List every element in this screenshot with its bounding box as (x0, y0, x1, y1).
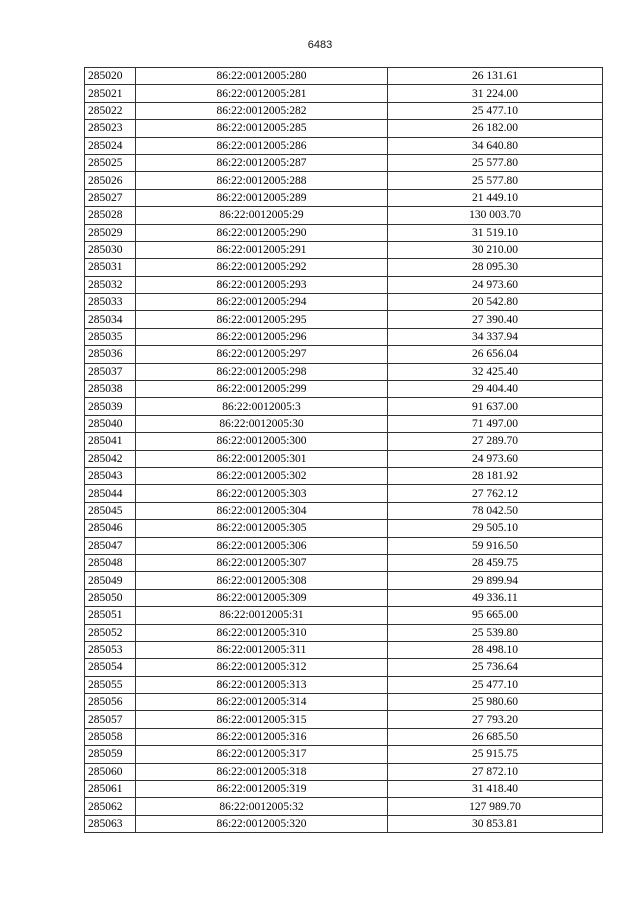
cadastral-value-cell: 28 181.92 (388, 467, 603, 484)
cadastral-value-cell: 30 853.81 (388, 815, 603, 832)
cadastral-number-cell: 86:22:0012005:281 (136, 85, 388, 102)
row-number-cell: 285025 (85, 154, 136, 171)
cadastral-number-cell: 86:22:0012005:317 (136, 746, 388, 763)
cadastral-number-cell: 86:22:0012005:311 (136, 641, 388, 658)
cadastral-number-cell: 86:22:0012005:303 (136, 485, 388, 502)
row-number-cell: 285035 (85, 328, 136, 345)
table-row (85, 450, 603, 467)
cadastral-number-cell: 86:22:0012005:290 (136, 224, 388, 241)
table-row (85, 763, 603, 780)
row-number-cell: 285033 (85, 294, 136, 311)
table-row (85, 694, 603, 711)
table-row (85, 589, 603, 606)
cadastral-number-cell: 86:22:0012005:295 (136, 311, 388, 328)
row-number-cell: 285055 (85, 676, 136, 693)
cadastral-value-cell: 25 915.75 (388, 746, 603, 763)
cadastral-value-cell: 26 131.61 (388, 68, 603, 85)
cadastral-value-table (84, 67, 603, 833)
cadastral-number-cell: 86:22:0012005:3 (136, 398, 388, 415)
cadastral-number-cell: 86:22:0012005:316 (136, 728, 388, 745)
row-number-cell: 285059 (85, 746, 136, 763)
cadastral-value-cell: 29 899.94 (388, 572, 603, 589)
cadastral-number-cell: 86:22:0012005:299 (136, 381, 388, 398)
row-number-cell: 285038 (85, 381, 136, 398)
cadastral-value-cell: 127 989.70 (388, 798, 603, 815)
row-number-cell: 285020 (85, 68, 136, 85)
cadastral-value-cell: 34 337.94 (388, 328, 603, 345)
table-row (85, 537, 603, 554)
row-number-cell: 285047 (85, 537, 136, 554)
table-body (85, 68, 603, 833)
cadastral-number-cell: 86:22:0012005:286 (136, 137, 388, 154)
row-number-cell: 285054 (85, 659, 136, 676)
cadastral-number-cell: 86:22:0012005:298 (136, 363, 388, 380)
cadastral-number-cell: 86:22:0012005:29 (136, 207, 388, 224)
cadastral-value-cell: 28 459.75 (388, 554, 603, 571)
cadastral-number-cell: 86:22:0012005:310 (136, 624, 388, 641)
row-number-cell: 285058 (85, 728, 136, 745)
row-number-cell: 285057 (85, 711, 136, 728)
table-row (85, 728, 603, 745)
row-number-cell: 285053 (85, 641, 136, 658)
table-row (85, 224, 603, 241)
cadastral-value-cell: 25 577.80 (388, 172, 603, 189)
row-number-cell: 285060 (85, 763, 136, 780)
cadastral-value-cell: 31 519.10 (388, 224, 603, 241)
cadastral-number-cell: 86:22:0012005:288 (136, 172, 388, 189)
cadastral-number-cell: 86:22:0012005:315 (136, 711, 388, 728)
cadastral-value-cell: 27 289.70 (388, 433, 603, 450)
row-number-cell: 285042 (85, 450, 136, 467)
cadastral-value-cell: 130 003.70 (388, 207, 603, 224)
table-row (85, 120, 603, 137)
row-number-cell: 285021 (85, 85, 136, 102)
table-row (85, 676, 603, 693)
row-number-cell: 285046 (85, 520, 136, 537)
row-number-cell: 285036 (85, 346, 136, 363)
row-number-cell: 285039 (85, 398, 136, 415)
cadastral-number-cell: 86:22:0012005:302 (136, 467, 388, 484)
row-number-cell: 285051 (85, 607, 136, 624)
table-row (85, 328, 603, 345)
cadastral-value-cell: 78 042.50 (388, 502, 603, 519)
cadastral-number-cell: 86:22:0012005:304 (136, 502, 388, 519)
cadastral-value-cell: 25 477.10 (388, 676, 603, 693)
row-number-cell: 285040 (85, 415, 136, 432)
cadastral-number-cell: 86:22:0012005:314 (136, 694, 388, 711)
cadastral-value-cell: 25 980.60 (388, 694, 603, 711)
row-number-cell: 285056 (85, 694, 136, 711)
cadastral-value-cell: 27 872.10 (388, 763, 603, 780)
cadastral-value-cell: 26 182.00 (388, 120, 603, 137)
table-row (85, 641, 603, 658)
table-row (85, 68, 603, 85)
cadastral-number-cell: 86:22:0012005:300 (136, 433, 388, 450)
cadastral-number-cell: 86:22:0012005:313 (136, 676, 388, 693)
cadastral-number-cell: 86:22:0012005:30 (136, 415, 388, 432)
cadastral-value-cell: 59 916.50 (388, 537, 603, 554)
row-number-cell: 285023 (85, 120, 136, 137)
cadastral-value-cell: 95 665.00 (388, 607, 603, 624)
row-number-cell: 285032 (85, 276, 136, 293)
table-row (85, 659, 603, 676)
table-row (85, 172, 603, 189)
cadastral-value-cell: 27 390.40 (388, 311, 603, 328)
cadastral-number-cell: 86:22:0012005:307 (136, 554, 388, 571)
table-row (85, 798, 603, 815)
cadastral-number-cell: 86:22:0012005:31 (136, 607, 388, 624)
table-row (85, 554, 603, 571)
row-number-cell: 285028 (85, 207, 136, 224)
cadastral-number-cell: 86:22:0012005:319 (136, 781, 388, 798)
row-number-cell: 285029 (85, 224, 136, 241)
cadastral-value-cell: 27 762.12 (388, 485, 603, 502)
table-row (85, 294, 603, 311)
cadastral-value-cell: 28 498.10 (388, 641, 603, 658)
row-number-cell: 285052 (85, 624, 136, 641)
cadastral-number-cell: 86:22:0012005:294 (136, 294, 388, 311)
cadastral-number-cell: 86:22:0012005:293 (136, 276, 388, 293)
row-number-cell: 285027 (85, 189, 136, 206)
cadastral-number-cell: 86:22:0012005:301 (136, 450, 388, 467)
cadastral-value-cell: 31 224.00 (388, 85, 603, 102)
row-number-cell: 285050 (85, 589, 136, 606)
cadastral-value-cell: 26 685.50 (388, 728, 603, 745)
cadastral-number-cell: 86:22:0012005:296 (136, 328, 388, 345)
table-row (85, 207, 603, 224)
row-number-cell: 285043 (85, 467, 136, 484)
cadastral-number-cell: 86:22:0012005:297 (136, 346, 388, 363)
cadastral-value-cell: 24 973.60 (388, 276, 603, 293)
row-number-cell: 285031 (85, 259, 136, 276)
cadastral-value-cell: 28 095.30 (388, 259, 603, 276)
table-row (85, 189, 603, 206)
cadastral-number-cell: 86:22:0012005:285 (136, 120, 388, 137)
row-number-cell: 285049 (85, 572, 136, 589)
table-row (85, 363, 603, 380)
row-number-cell: 285026 (85, 172, 136, 189)
table-row (85, 467, 603, 484)
row-number-cell: 285030 (85, 241, 136, 258)
table-row (85, 398, 603, 415)
table-row (85, 137, 603, 154)
row-number-cell: 285037 (85, 363, 136, 380)
cadastral-value-cell: 29 505.10 (388, 520, 603, 537)
row-number-cell: 285048 (85, 554, 136, 571)
table-row (85, 815, 603, 832)
page-number: 6483 (307, 39, 333, 51)
table-row (85, 607, 603, 624)
cadastral-value-cell: 25 539.80 (388, 624, 603, 641)
table-row (85, 624, 603, 641)
cadastral-number-cell: 86:22:0012005:318 (136, 763, 388, 780)
cadastral-number-cell: 86:22:0012005:282 (136, 102, 388, 119)
table-row (85, 433, 603, 450)
table-row (85, 572, 603, 589)
cadastral-value-cell: 25 577.80 (388, 154, 603, 171)
table-row (85, 711, 603, 728)
cadastral-value-cell: 30 210.00 (388, 241, 603, 258)
cadastral-value-cell: 31 418.40 (388, 781, 603, 798)
table-row (85, 381, 603, 398)
cadastral-number-cell: 86:22:0012005:280 (136, 68, 388, 85)
table-row (85, 311, 603, 328)
table-row (85, 85, 603, 102)
row-number-cell: 285041 (85, 433, 136, 450)
cadastral-value-cell: 24 973.60 (388, 450, 603, 467)
table-row (85, 154, 603, 171)
cadastral-value-cell: 91 637.00 (388, 398, 603, 415)
cadastral-number-cell: 86:22:0012005:309 (136, 589, 388, 606)
row-number-cell: 285044 (85, 485, 136, 502)
cadastral-number-cell: 86:22:0012005:289 (136, 189, 388, 206)
cadastral-value-cell: 21 449.10 (388, 189, 603, 206)
cadastral-number-cell: 86:22:0012005:291 (136, 241, 388, 258)
cadastral-number-cell: 86:22:0012005:32 (136, 798, 388, 815)
table-row (85, 520, 603, 537)
cadastral-number-cell: 86:22:0012005:287 (136, 154, 388, 171)
cadastral-number-cell: 86:22:0012005:320 (136, 815, 388, 832)
table-row (85, 241, 603, 258)
table-row (85, 781, 603, 798)
cadastral-value-cell: 26 656.04 (388, 346, 603, 363)
table-row (85, 276, 603, 293)
cadastral-value-cell: 71 497.00 (388, 415, 603, 432)
cadastral-value-cell: 32 425.40 (388, 363, 603, 380)
cadastral-number-cell: 86:22:0012005:308 (136, 572, 388, 589)
cadastral-value-cell: 20 542.80 (388, 294, 603, 311)
row-number-cell: 285034 (85, 311, 136, 328)
row-number-cell: 285061 (85, 781, 136, 798)
cadastral-value-cell: 29 404.40 (388, 381, 603, 398)
cadastral-value-cell: 27 793.20 (388, 711, 603, 728)
cadastral-value-cell: 25 477.10 (388, 102, 603, 119)
row-number-cell: 285063 (85, 815, 136, 832)
cadastral-number-cell: 86:22:0012005:292 (136, 259, 388, 276)
table-row (85, 746, 603, 763)
table-row (85, 502, 603, 519)
cadastral-value-cell: 34 640.80 (388, 137, 603, 154)
table-row (85, 346, 603, 363)
table-row (85, 259, 603, 276)
row-number-cell: 285045 (85, 502, 136, 519)
cadastral-value-cell: 25 736.64 (388, 659, 603, 676)
table-row (85, 485, 603, 502)
cadastral-number-cell: 86:22:0012005:306 (136, 537, 388, 554)
cadastral-value-cell: 49 336.11 (388, 589, 603, 606)
row-number-cell: 285024 (85, 137, 136, 154)
row-number-cell: 285022 (85, 102, 136, 119)
table-row (85, 415, 603, 432)
row-number-cell: 285062 (85, 798, 136, 815)
cadastral-number-cell: 86:22:0012005:312 (136, 659, 388, 676)
table-row (85, 102, 603, 119)
cadastral-number-cell: 86:22:0012005:305 (136, 520, 388, 537)
